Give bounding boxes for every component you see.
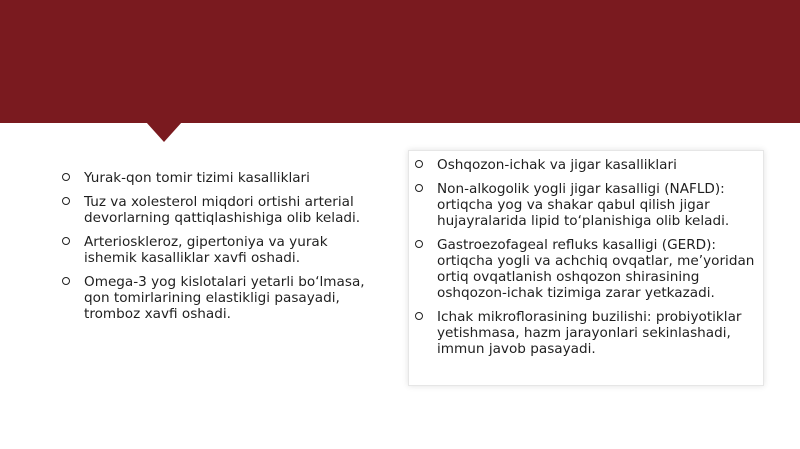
list-item [62, 194, 384, 226]
list-item-text: Omega-3 yog kislotalari yetarli bo‘lmasa, qon tomirlarining elastikligi pasayadi, tromboz xavfi oshadi. [84, 274, 365, 322]
list-item-text: Tuz va xolesterol miqdori ortishi arterial devorlarning qattiqlashishiga olib keladi. [84, 194, 361, 226]
list-item [415, 181, 760, 229]
bullet-circle-icon [415, 184, 423, 192]
list-item [62, 274, 394, 322]
list-item-text: Oshqozon-ichak va jigar kasalliklari [437, 157, 677, 173]
bullet-circle-icon [62, 197, 70, 205]
list-item-text: Yurak-qon tomir tizimi kasalliklari [84, 170, 310, 186]
header-band [0, 0, 800, 123]
right-bullet-list [415, 157, 760, 365]
bullet-circle-icon [415, 240, 423, 248]
list-item-text: Ichak mikroflorasining buzilishi: probiyotiklar yetishmasa, hazm jarayonlari sekinlashadi, immun javob pasayadi. [437, 309, 742, 357]
bullet-circle-icon [415, 160, 423, 168]
list-item-text: Gastroezofageal refluks kasalligi (GERD): ortiqcha yogli va achchiq ovqatlar, me’yoridan ortiq ovqatlanish oshqozon shirasining oshqozon-ichak tizimiga zarar yetkazadi. [437, 237, 755, 301]
list-item [62, 170, 364, 186]
list-item-text: Non-alkogolik yogli jigar kasalligi (NAFLD): ortiqcha yog va shakar qabul qilish jigar hujayralarida lipid to‘planishiga olib keladi. [437, 181, 730, 229]
bullet-circle-icon [415, 312, 423, 320]
bullet-circle-icon [62, 173, 70, 181]
left-bullet-list [62, 170, 382, 330]
bullet-circle-icon [62, 277, 70, 285]
list-item [415, 309, 760, 357]
list-item [62, 234, 354, 266]
bullet-circle-icon [62, 237, 70, 245]
header-notch [146, 122, 182, 142]
list-item [415, 237, 760, 301]
list-item [415, 157, 760, 173]
list-item-text: Arterioskleroz, gipertoniya va yurak ishemik kasalliklar xavfi oshadi. [84, 234, 328, 266]
